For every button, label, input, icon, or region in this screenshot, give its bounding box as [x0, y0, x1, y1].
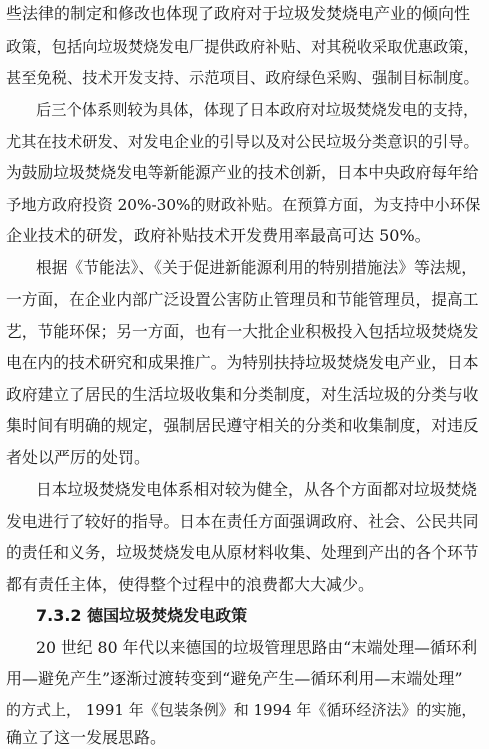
text-line: 确立了这一发展思路。: [6, 728, 167, 747]
text-line: 政策，包括向垃圾焚烧发电厂提供政府补贴、对其税收采取优惠政策，: [6, 38, 479, 56]
text-line: 甚至免税、技术开发支持、示范项目、政府绿色采购、强制目标制度。: [6, 69, 479, 87]
text-line: 政府建立了居民的生活垃圾收集和分类制度，对生活垃圾的分类与收: [6, 385, 479, 404]
text-line: 集时间有明确的规定，强制居民遵守相关的分类和收集制度，对违反: [6, 416, 479, 435]
paragraph-first-line: 20 世纪 80 年代以来德国的垃圾管理思路由“末端处理—循环利: [36, 638, 478, 657]
paragraph-first-line: 后三个体系则较为具体，体现了日本政府对垃圾焚烧发电的支持，: [36, 101, 479, 119]
text-line: 企业技术的研发，政府补贴技术开发费用率最高可达 50%。: [6, 226, 431, 245]
text-line: 都有责任主体，使得整个过程中的浪费都大大减少。: [6, 575, 375, 594]
text-line: 些法律的制定和修改也体现了政府对于垃圾发焚烧电产业的倾向性: [6, 4, 471, 23]
text-line: 发电进行了较好的指导。日本在责任方面强调政府、社会、公民共同: [6, 512, 479, 531]
text-line: 的责任和义务，垃圾焚烧发电从原材料收集、处理到产出的各个环节: [6, 543, 479, 562]
text-line: 用—避免产生”逐渐过渡转变到“避免产生—循环利用—末端处理”: [6, 669, 463, 688]
text-line: 者处以严厉的处罚。: [6, 448, 151, 467]
text-line: 电在内的技术研究和成果推广。为特别扶持垃圾焚烧发电产业，日本: [6, 353, 479, 372]
text-line: 为鼓励垃圾焚烧发电等新能源产业的技术创新，日本中央政府每年给: [6, 163, 479, 182]
text-line: 予地方政府投资 20%-30%的财政补贴。在预算方面，为支持中小环保: [6, 196, 480, 214]
text-line: 一方面，在企业内部广泛设置公害防止管理员和节能管理员，提高工: [6, 290, 479, 309]
text-line: 的方式上， 1991 年《包装条例》和 1994 年《循环经济法》的实施，: [6, 701, 477, 719]
paragraph-first-line: 根据《节能法》、《关于促进新能源利用的特别措施法》等法规，: [36, 258, 477, 277]
paragraph-first-line: 日本垃圾焚烧发电体系相对较为健全，从各个方面都对垃圾焚烧: [36, 480, 477, 499]
text-line: 艺，节能环保；另一方面，也有一大批企业积极投入包括垃圾焚烧发: [6, 322, 479, 341]
section-heading: 7.3.2 德国垃圾焚烧发电政策: [36, 606, 248, 625]
text-line: 尤其在技术研发、对发电企业的引导以及对公民垃圾分类意识的引导。: [6, 133, 479, 151]
